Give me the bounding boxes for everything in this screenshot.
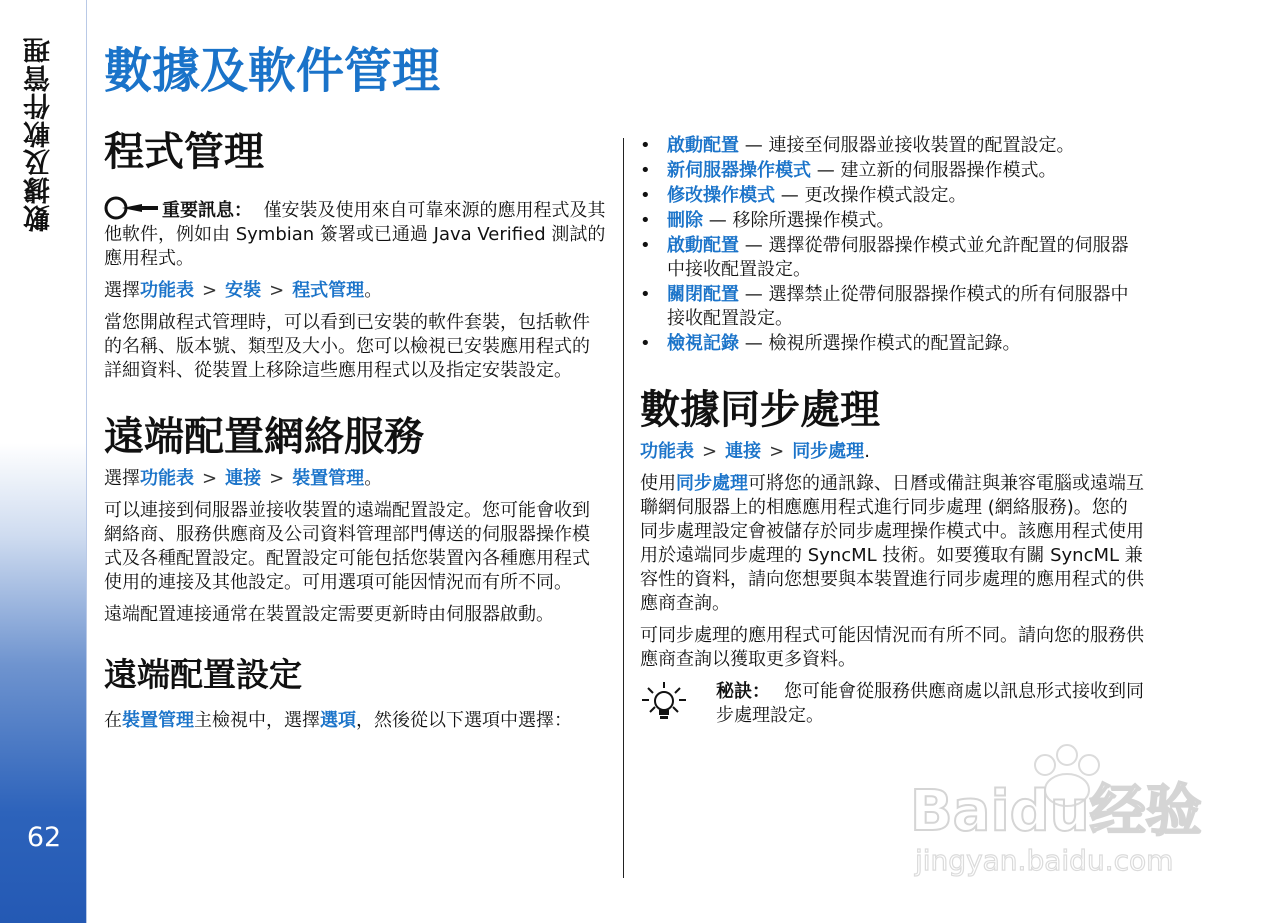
program-management-body: 當您開啟程式管理時，可以看到已安裝的軟件套裝，包括軟件的名稱、版本號、類型及大小。您可以檢視已安裝應用程式的詳細資料、從裝置上移除這些應用程式以及指定安裝設定。 <box>104 312 590 381</box>
option-label[interactable]: 啟動配置 <box>667 235 739 256</box>
remote-config-body-2: 遠端配置連接通常在裝置設定需要更新時由伺服器啟動。 <box>104 604 554 625</box>
path-link-sync[interactable]: 同步處理 <box>792 441 865 462</box>
text-segment: 可將您的通訊錄、日曆或備註與兼容電腦或遠端互聯網伺服器上的相應應用程式進行同步處理 (網絡服務)。您的同步處理設定會被儲存於同步處理操作模式中。該應用程式使用用於遠端同步處理的 SyncML 技術。如要獲取有關 SyncML 兼容性的資料，請向您想要與本裝置進行同步處理的應用程式的供應商查詢。 <box>640 473 1144 614</box>
list-item <box>640 159 1145 183</box>
path-link-connect[interactable]: 連接 <box>725 441 762 462</box>
chevron-right-icon: > <box>702 441 718 462</box>
text-segment: 在 <box>104 710 122 731</box>
text-segment: 主檢視中，選擇 <box>194 710 320 731</box>
path-link-device-management[interactable]: 裝置管理 <box>292 468 365 489</box>
chevron-right-icon: > <box>269 468 285 489</box>
link-options[interactable]: 選項 <box>320 710 356 731</box>
important-notice <box>104 194 606 271</box>
menu-path-remote-config <box>104 467 606 491</box>
list-item <box>640 184 1145 208</box>
list-item <box>640 234 1145 282</box>
path-end: . <box>864 441 870 462</box>
option-desc: — 檢視所選操作模式的配置記錄。 <box>739 333 1021 354</box>
path-prefix: 選擇 <box>104 468 140 489</box>
path-link-menu[interactable]: 功能表 <box>140 468 194 489</box>
path-end: 。 <box>364 468 383 489</box>
option-label[interactable]: 修改操作模式 <box>667 185 775 206</box>
page-title: 數據及軟件管理 <box>104 43 441 99</box>
list-item <box>640 332 1145 356</box>
menu-path-program-management <box>104 279 606 303</box>
option-label[interactable]: 關閉配置 <box>667 284 739 305</box>
option-desc: — 建立新的伺服器操作模式。 <box>811 160 1057 181</box>
text-segment: ，然後從以下選項中選擇： <box>356 710 572 731</box>
tip-box <box>640 680 1145 728</box>
column-divider <box>623 138 624 878</box>
option-label[interactable]: 新伺服器操作模式 <box>667 160 811 181</box>
options-list <box>640 134 1145 356</box>
link-device-management[interactable]: 裝置管理 <box>122 710 194 731</box>
path-link-program-management[interactable]: 程式管理 <box>292 280 365 301</box>
option-label[interactable]: 刪除 <box>667 210 703 231</box>
page-number: 62 <box>26 822 62 853</box>
remote-settings-body <box>104 709 606 733</box>
heading-remote-settings: 遠端配置設定 <box>104 655 302 694</box>
option-desc: — 選擇禁止從帶伺服器操作模式的所有伺服器中接收配置設定。 <box>667 284 1129 329</box>
tip-text: 您可能會從服務供應商處以訊息形式接收到同步處理設定。 <box>716 681 1144 726</box>
option-desc: — 選擇從帶伺服器操作模式並允許配置的伺服器中接收配置設定。 <box>667 235 1129 280</box>
list-item <box>640 283 1145 331</box>
watermark-brand: Baidu经验 <box>910 779 1202 844</box>
chevron-right-icon: > <box>269 280 285 301</box>
right-column <box>640 134 1145 728</box>
chevron-right-icon: > <box>202 280 218 301</box>
lightbulb-icon <box>640 680 688 724</box>
left-column <box>104 128 606 741</box>
option-desc: — 移除所選操作模式。 <box>703 210 895 231</box>
option-desc: — 連接至伺服器並接收裝置的配置設定。 <box>739 135 1075 156</box>
path-link-menu[interactable]: 功能表 <box>140 280 194 301</box>
menu-path-sync <box>640 440 1145 464</box>
path-link-install[interactable]: 安裝 <box>225 280 262 301</box>
sync-body-2: 可同步處理的應用程式可能因情況而有所不同。請向您的服務供應商查詢以獲取更多資料。 <box>640 625 1144 670</box>
heading-remote-config: 遠端配置網絡服務 <box>104 414 424 460</box>
side-strip <box>0 0 87 923</box>
chevron-right-icon: > <box>202 468 218 489</box>
heading-data-sync: 數據同步處理 <box>640 387 880 433</box>
path-link-connect[interactable]: 連接 <box>225 468 262 489</box>
path-prefix: 選擇 <box>104 280 140 301</box>
heading-program-management: 程式管理 <box>104 129 264 175</box>
baidu-watermark <box>905 735 1205 885</box>
option-desc: — 更改操作模式設定。 <box>775 185 967 206</box>
important-icon <box>104 194 160 222</box>
sync-body-1 <box>640 472 1145 616</box>
side-vertical-title: 數據及軟件管理 <box>24 36 55 232</box>
path-link-menu[interactable]: 功能表 <box>640 441 694 462</box>
link-sync[interactable]: 同步處理 <box>676 473 748 494</box>
list-item <box>640 134 1145 158</box>
tip-title: 秘訣： <box>716 681 770 702</box>
list-item <box>640 209 1145 233</box>
text-segment: 使用 <box>640 473 676 494</box>
path-end: 。 <box>364 280 383 301</box>
option-label[interactable]: 檢視記錄 <box>667 333 739 354</box>
remote-config-body-1: 可以連接到伺服器並接收裝置的遠端配置設定。您可能會收到網絡商、服務供應商及公司資料管理部門傳送的伺服器操作模式及各種配置設定。配置設定可能包括您裝置內各種應用程式使用的連接及其他設定。可用選項可能因情況而有所不同。 <box>104 500 590 593</box>
notice-title: 重要訊息： <box>162 200 252 221</box>
tip-content <box>716 680 1145 728</box>
notice-text: 僅安裝及使用來自可靠來源的應用程式及其他軟件，例如由 Symbian 簽署或已通過 Java Verified 測試的應用程式。 <box>104 200 606 269</box>
option-label[interactable]: 啟動配置 <box>667 135 739 156</box>
chevron-right-icon: > <box>769 441 785 462</box>
watermark-url: jingyan.baidu.com <box>915 844 1174 877</box>
